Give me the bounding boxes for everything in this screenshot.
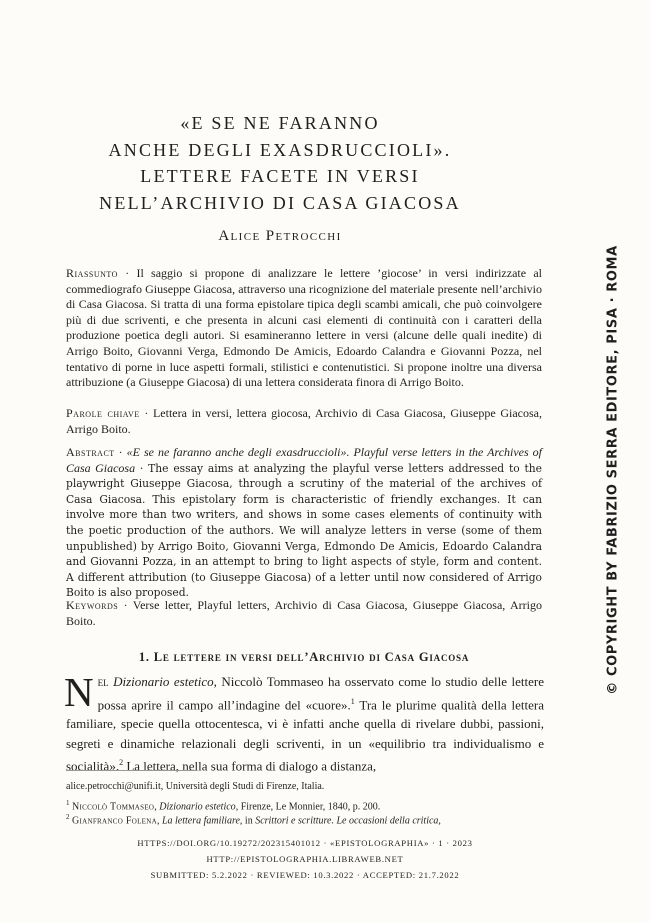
riassunto-paragraph (66, 266, 542, 391)
article-title (60, 110, 500, 216)
body-text-1: , Niccolò Tommaseo ha osservato come lo studio delle lettere possa aprire il campo all’indagine del «cuore». (97, 674, 544, 712)
title-line: LETTERE FACETE IN VERSI (140, 166, 420, 186)
footnote-rest: , Firenze, Le Monnier, 1840, p. 200. (235, 801, 381, 813)
body-text-3: La lettera, nella sua forma di dialogo a distanza, (123, 758, 377, 774)
title-line: NELL’ARCHIVIO DI CASA GIACOSA (99, 192, 461, 213)
author-text: Alice Petrocchi (218, 228, 342, 244)
footnote-divider (66, 770, 196, 771)
footnote-author: Gianfranco Folena (72, 815, 157, 827)
footnote-mid: , in (239, 815, 256, 827)
copyright-notice: © COPYRIGHT BY FABRIZIO SERRA EDITORE, PISA · ROMA (605, 245, 621, 695)
footnote-number: 1 (66, 799, 70, 807)
footnote-ref[interactable]: 1 (350, 696, 355, 706)
affiliation-note: alice.petrocchi@unifi.it, Università degli Studi di Firenze, Italia. (66, 781, 325, 792)
submission-dates: SUBMITTED: 5.2.2022 · REVIEWED: 10.3.2022 · ACCEPTED: 21.7.2022 (150, 870, 460, 880)
riassunto-label: Riassunto (66, 266, 118, 280)
doi-line[interactable]: HTTPS://DOI.ORG/10.19272/202315401012 · «EPISTOLOGRAPHIA» · 1 · 2023 (137, 838, 473, 848)
journal-url[interactable]: HTTP://EPISTOLOGRAPHIA.LIBRAWEB.NET (206, 854, 404, 864)
parole-chiave-text: · Lettera in versi, lettera giocosa, Archivio di Casa Giacosa, Giuseppe Giacosa, Arrigo Boito. (66, 406, 542, 436)
keywords-label: Keywords (66, 598, 119, 612)
work-title: Dizionario estetico (113, 674, 214, 689)
abstract-text: · The essay aims at analyzing the playful verse letters addressed to the playwright Giuseppe Giacosa, through a scrutiny of the material of the archives of Casa Giacosa. This epistolary form is characteristic of friendly exchanges. It can involve more than two writers, and shows in some cases elements of continuity with the poetic production of the authors. We will analyze letters in verse (some of them unpublished) by Arrigo Boito, Giovanni Verga, Edmondo De Amicis, Edoardo Calandra and Giovanni Pozza, in an attempt to bring to light aspects of style, form and content. A different attribution (to Giuseppe Giacosa) of a letter until now considered of Arrigo Boito is also proposed. (66, 461, 543, 600)
parole-chiave-paragraph (66, 406, 542, 437)
footnote-end: , (438, 815, 441, 827)
footnote-number: 2 (66, 813, 70, 821)
footnote-ref[interactable]: 2 (119, 758, 124, 768)
title-line: ANCHE DEGLI EXASDRUCCIOLI». (108, 139, 452, 160)
abstract-title: «E se ne faranno anche degli exasdruccioli». Playful verse letters in the Archives of Casa Giacosa (66, 445, 542, 475)
footnote-title: La lettera familiare (161, 815, 240, 827)
drop-cap-rest: el (97, 674, 109, 689)
footnote-1: $^1$ Niccolò Tommaseo, Dizionario estetico, Firenze, Le Monnier, 1840, p. 200. (66, 799, 381, 813)
footnote-title: Dizionario estetico (159, 801, 236, 813)
body-text-2: Tra le plurime qualità della lettera familiare, specie quella ottocentesca, vi è infatti anche quella di rivelare dubbi, passioni, segreti e dinamiche relazionali degli scriventi, in un «equilibrio tra individualismo e socialità». (66, 696, 544, 774)
drop-cap: N (64, 669, 94, 715)
author-name (60, 228, 500, 245)
section-heading: 1. Le lettere in versi dell’Archivio di Casa Giacosa (138, 650, 470, 664)
keywords-text: · Verse letter, Playful letters, Archivio di Casa Giacosa, Giuseppe Giacosa, Arrigo Boito. (66, 598, 542, 628)
footnote-author: Niccolò Tommaseo (72, 801, 155, 813)
body-paragraph (64, 669, 544, 776)
keywords-paragraph (66, 598, 542, 629)
title-line: «E SE NE FARANNO (180, 113, 380, 133)
abstract-sep: · (114, 445, 127, 459)
footnote-2: $^2$ Gianfranco Folena, La lettera familiare, in Scrittori e scritture. Le occasioni della critica, (66, 813, 441, 827)
parole-chiave-label: Parole chiave (66, 406, 140, 420)
footnote-book: Scrittori e scritture. Le occasioni della critica (255, 815, 439, 827)
riassunto-text: · Il saggio si propone di analizzare le lettere ’giocose’ in versi indirizzate al commediografo Giuseppe Giacosa, attraverso una ricognizione del materiale presente nell’archivio di Casa Giacosa. Si tratta di una forma epistolare tipica degli scambi amicali, che può coinvolgere più di due scriventi, e che presenta in alcuni casi elementi di continuità con i caratteri della produzione poetica degli autori. Si esamineranno lettere in versi (alcune delle quali inedite) di Arrigo Boito, Giovanni Verga, Edmondo De Amicis, Edoardo Calandra e Giovanni Pozza, nel tentativo di porne in luce aspetti formali, stilistici e contenutistici. Si propone inoltre una diversa attribuzione (a Giuseppe Giacosa) di una lettera considerata finora di Arrigo Boito. (66, 266, 542, 390)
abstract-paragraph (66, 445, 542, 601)
abstract-label: Abstract (66, 445, 115, 459)
